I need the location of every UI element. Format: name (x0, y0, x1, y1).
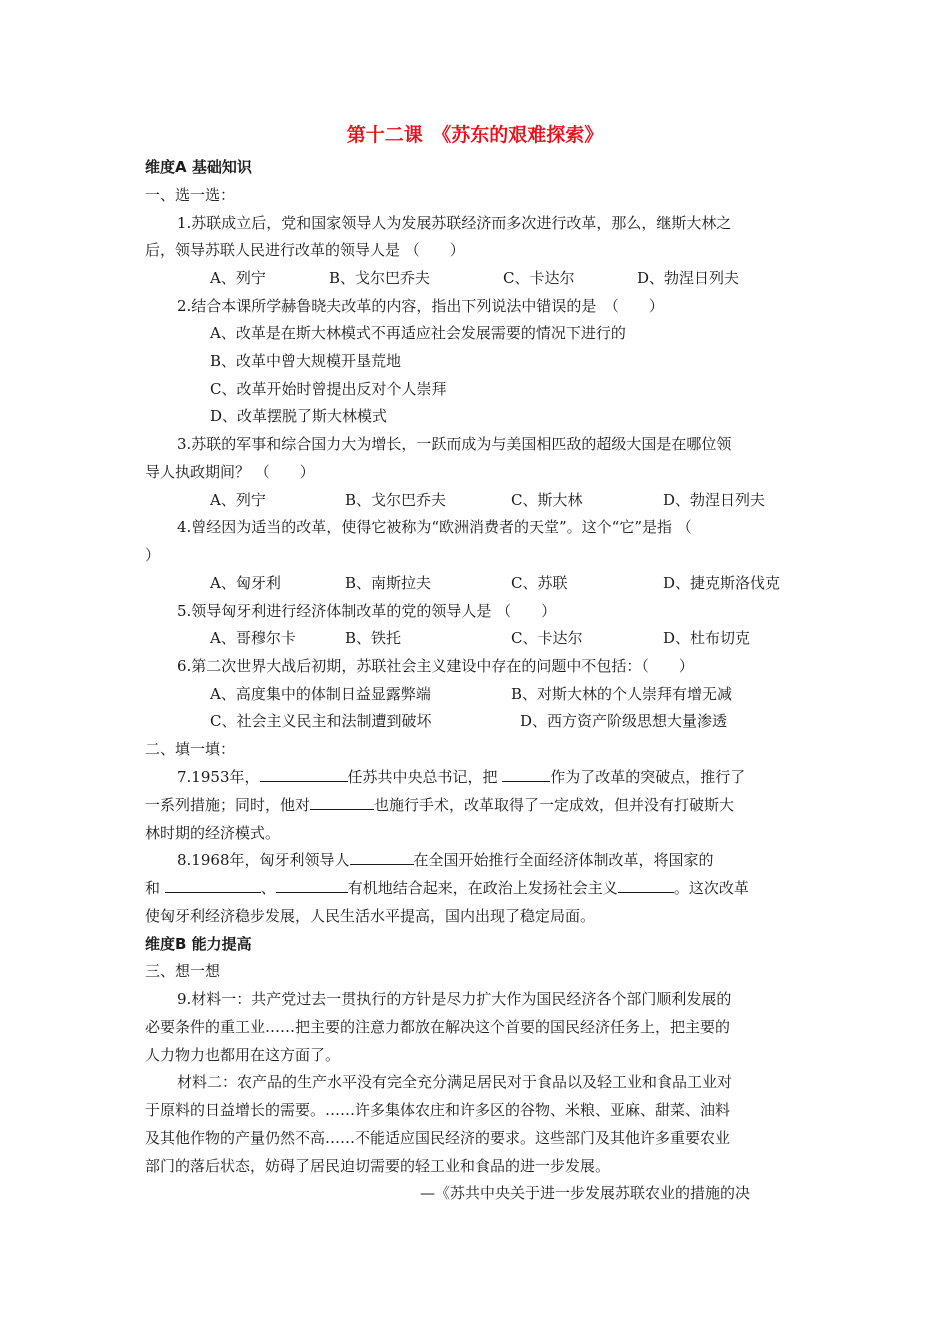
q9-material-1-line-2: 必要条件的重工业……把主要的注意力都放在解决这个首要的国民经济任务上，把主要的 (145, 1018, 731, 1036)
q8-text-b: 在全国开始推行全面经济体制改革，将国家的 (413, 851, 714, 869)
question-8-line-1 (177, 850, 714, 870)
question-4-text-cont: ） (145, 546, 161, 564)
q4-option-a: A、匈牙利 (210, 574, 281, 592)
q1-option-a: A、列宁 (210, 269, 266, 287)
q8-blank-4[interactable] (618, 878, 674, 893)
q3-option-d: D、勃涅日列夫 (663, 491, 766, 509)
q7-text-c: 作为了改革的突破点，推行了 (550, 768, 746, 786)
question-1-text-cont: 后，领导苏联人民进行改革的领导人是 （ ） (145, 241, 465, 259)
q1-option-b: B、戈尔巴乔夫 (329, 269, 431, 287)
question-3-text-cont: 导人执政期间？ （ ） (145, 463, 315, 481)
question-8-line-3: 使匈牙利经济稳步发展，人民生活水平提高，国内出现了稳定局面。 (145, 907, 596, 925)
q8-blank-1[interactable] (350, 850, 414, 865)
q8-text-f: 。这次改革 (673, 879, 749, 897)
section-a-heading: 维度A 基础知识 (145, 158, 252, 176)
question-3-text: 3.苏联的军事和综合国力大为增长，一跃而成为与美国相匹敌的超级大国是在哪位领 (177, 435, 732, 453)
q2-option-b: B、改革中曾大规模开垦荒地 (210, 352, 402, 370)
q1-option-c: C、卡达尔 (503, 269, 575, 287)
q3-option-b: B、戈尔巴乔夫 (345, 491, 447, 509)
q4-option-c: C、苏联 (511, 574, 568, 592)
q2-option-a: A、改革是在斯大林模式不再适应社会发展需要的情况下进行的 (210, 324, 626, 342)
question-1-text: 1.苏联成立后，党和国家领导人为发展苏联经济而多次进行改革，那么，继斯大林之 (177, 214, 732, 232)
q8-blank-2[interactable] (165, 878, 261, 893)
q7-blank-3[interactable] (310, 795, 374, 810)
q6-option-d: D、西方资产阶级思想大量渗透 (520, 712, 728, 730)
q5-option-a: A、哥穆尔卡 (210, 629, 296, 647)
q9-material-2-line-3: 及其他作物的产量仍然不高……不能适应国民经济的要求。这些部门及其他许多重要农业 (145, 1129, 731, 1147)
q9-material-2-line-1: 材料二：农产品的生产水平没有完全充分满足居民对于食品以及轻工业和食品工业对 (177, 1073, 733, 1091)
q8-blank-3[interactable] (276, 878, 348, 893)
q7-text-d: 一系列措施；同时，他对 (145, 796, 311, 814)
q9-material-1-line-1: 9.材料一：共产党过去一贯执行的方针是尽力扩大作为国民经济各个部门顺利发展的 (177, 990, 732, 1008)
q9-material-1-line-3: 人力物力也都用在这方面了。 (145, 1046, 341, 1064)
q7-text-a: 7.1953年， (177, 768, 260, 786)
question-4-text: 4.曾经因为适当的改革，使得它被称为“欧洲消费者的天堂”。这个“它”是指 （ (177, 518, 692, 536)
q7-blank-1[interactable] (260, 767, 348, 782)
q8-text-e: 有机地结合起来，在政治上发扬社会主义 (347, 879, 618, 897)
q2-option-d: D、改革摆脱了斯大林模式 (210, 407, 388, 425)
q7-blank-2[interactable] (502, 767, 550, 782)
part2-heading: 二、填一填： (145, 740, 236, 758)
q8-text-d: 、 (260, 879, 276, 897)
q9-material-2-line-4: 部门的落后状态，妨碍了居民迫切需要的轻工业和食品的进一步发展。 (145, 1157, 611, 1175)
q8-text-c: 和 (145, 879, 165, 897)
q4-option-d: D、捷克斯洛伐克 (663, 574, 781, 592)
q5-option-b: B、铁托 (345, 629, 402, 647)
question-7-line-3: 林时期的经济模式。 (145, 824, 281, 842)
question-2-text: 2.结合本课所学赫鲁晓夫改革的内容，指出下列说法中错误的是 （ ） (177, 297, 664, 315)
section-b-heading: 维度B 能力提高 (145, 935, 252, 953)
q2-option-c: C、改革开始时曾提出反对个人崇拜 (210, 380, 447, 398)
q3-option-c: C、斯大林 (511, 491, 583, 509)
q4-option-b: B、南斯拉夫 (345, 574, 432, 592)
q1-option-d: D、勃涅日列夫 (637, 269, 740, 287)
q9-source-citation: —《苏共中央关于进一步发展苏联农业的措施的决 (420, 1184, 751, 1202)
part3-heading: 三、想一想 (145, 962, 221, 980)
q5-option-d: D、杜布切克 (663, 629, 751, 647)
question-6-text: 6.第二次世界大战后初期，苏联社会主义建设中存在的问题中不包括：（ ） (177, 657, 694, 675)
q6-option-a: A、高度集中的体制日益显露弊端 (210, 685, 431, 703)
page-title: 第十二课 《苏东的艰难探索》 (346, 124, 604, 146)
question-7-line-2 (145, 795, 734, 815)
q7-text-e: 也施行手术，改革取得了一定成效，但并没有打破斯大 (374, 796, 735, 814)
part1-heading: 一、选一选： (145, 186, 236, 204)
q7-text-b: 任苏共中央总书记，把 (347, 768, 503, 786)
q6-option-c: C、社会主义民主和法制遭到破坏 (210, 712, 432, 730)
q9-material-2-line-2: 于原料的日益增长的需要。……许多集体农庄和许多区的谷物、米粮、亚麻、甜菜、油料 (145, 1101, 731, 1119)
q3-option-a: A、列宁 (210, 491, 266, 509)
question-7-line-1 (177, 767, 745, 787)
q6-option-b: B、对斯大林的个人崇拜有增无减 (511, 685, 733, 703)
question-8-line-2 (145, 878, 749, 898)
question-5-text: 5.领导匈牙利进行经济体制改革的党的领导人是 （ ） (177, 602, 557, 620)
q8-text-a: 8.1968年，匈牙利领导人 (177, 851, 350, 869)
q5-option-c: C、卡达尔 (511, 629, 583, 647)
